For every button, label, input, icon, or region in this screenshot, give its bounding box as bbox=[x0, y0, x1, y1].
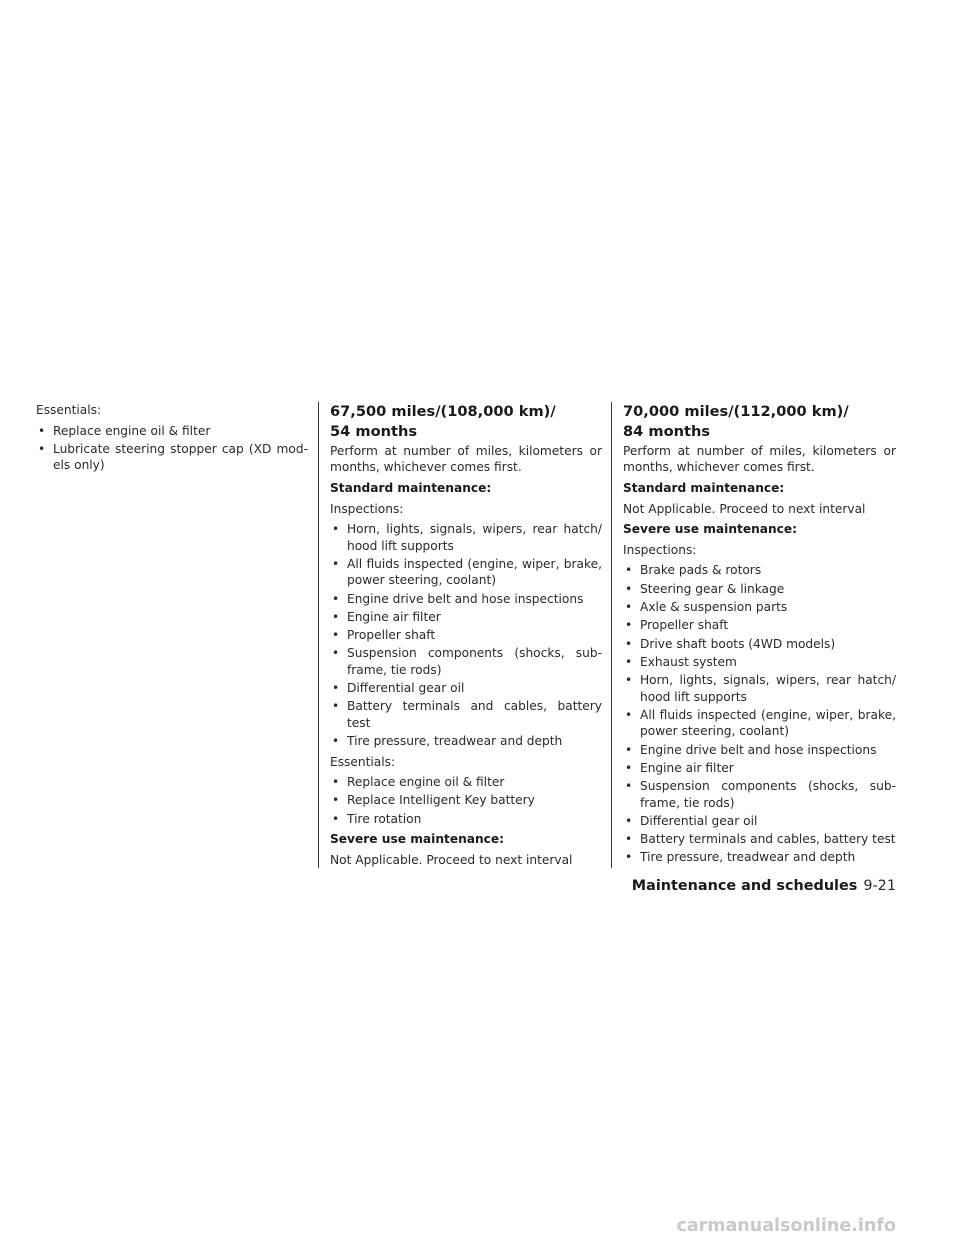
inspections-label: Inspections: bbox=[623, 542, 697, 557]
list-item: • Lubricate steering stopper cap (XD mod-els only) bbox=[38, 441, 308, 473]
bullet-icon: • bbox=[625, 813, 633, 828]
bullet-icon: • bbox=[332, 628, 340, 643]
bullet-icon: • bbox=[332, 609, 340, 624]
bullet-icon: • bbox=[625, 760, 633, 775]
standard-maintenance-text: Not Applicable. Proceed to next interval bbox=[623, 501, 866, 516]
bullet-icon: • bbox=[332, 522, 340, 537]
bullet-icon: • bbox=[38, 423, 46, 438]
bullet-icon: • bbox=[625, 563, 633, 578]
bullet-icon: • bbox=[625, 850, 633, 865]
bullet-icon: • bbox=[625, 673, 633, 688]
bullet-icon: • bbox=[625, 618, 633, 633]
bullet-icon: • bbox=[332, 775, 340, 790]
page-number: 9-21 bbox=[863, 878, 896, 894]
list-item: • Suspension components (shocks, sub-frame, tie rods) bbox=[625, 779, 896, 810]
bullet-icon: • bbox=[625, 779, 633, 794]
essentials-list bbox=[330, 774, 602, 827]
list-item: • Replace engine oil & filter bbox=[38, 423, 211, 438]
interval-heading: 70,000 miles/(112,000 km)/ 84 months bbox=[623, 403, 849, 440]
list-item: • Engine air filter bbox=[625, 760, 734, 775]
bullet-icon: • bbox=[332, 681, 340, 696]
list-item: • All fluids inspected (engine, wiper, brake, power steering, coolant) bbox=[332, 556, 602, 588]
bullet-icon: • bbox=[38, 441, 46, 456]
list-item: • Tire pressure, treadwear and depth bbox=[332, 734, 563, 749]
list-item: • Drive shaft boots (4WD models) bbox=[625, 636, 836, 651]
list-item: • Engine drive belt and hose inspections bbox=[332, 591, 584, 606]
bullet-icon: • bbox=[625, 599, 633, 614]
section-title: Maintenance and schedules bbox=[631, 878, 858, 894]
bullet-icon: • bbox=[625, 581, 633, 596]
inspections-list bbox=[623, 562, 896, 865]
essentials-list bbox=[36, 423, 308, 474]
bullet-icon: • bbox=[625, 742, 633, 757]
column-divider bbox=[611, 402, 612, 868]
list-item: • Tire rotation bbox=[332, 811, 422, 826]
severe-maintenance-label: Severe use maintenance: bbox=[330, 832, 505, 847]
interval-intro: Perform at number of miles, kilometers or months, whichever comes first. bbox=[623, 444, 896, 475]
bullet-icon: • bbox=[625, 707, 633, 722]
list-item: • Axle & suspension parts bbox=[625, 599, 788, 614]
bullet-icon: • bbox=[625, 654, 633, 669]
list-item: • Steering gear & linkage bbox=[625, 581, 785, 596]
watermark: carmanualsonline.info bbox=[676, 1216, 896, 1236]
list-item: • Replace engine oil & filter bbox=[332, 775, 505, 790]
bullet-icon: • bbox=[332, 646, 340, 661]
essentials-label: Essentials: bbox=[36, 403, 102, 417]
bullet-icon: • bbox=[332, 591, 340, 606]
bullet-icon: • bbox=[625, 832, 633, 847]
bullet-icon: • bbox=[625, 636, 633, 651]
list-item: • Differential gear oil bbox=[625, 813, 758, 828]
list-item: • Horn, lights, signals, wipers, rear hatch/ hood lift supports bbox=[625, 673, 896, 704]
interval-intro: Perform at number of miles, kilometers or months, whichever comes first. bbox=[330, 444, 602, 475]
severe-maintenance-text: Not Applicable. Proceed to next interval bbox=[330, 852, 573, 867]
list-item: • Battery terminals and cables, battery test bbox=[332, 699, 602, 730]
list-item: • Exhaust system bbox=[625, 654, 737, 669]
standard-maintenance-label: Standard maintenance: bbox=[623, 481, 785, 495]
page-footer bbox=[600, 877, 896, 895]
inspections-label: Inspections: bbox=[330, 501, 404, 516]
column-divider bbox=[318, 402, 319, 868]
column-left bbox=[36, 402, 308, 478]
list-item: • Suspension components (shocks, sub-frame, tie rods) bbox=[332, 646, 602, 677]
severe-maintenance-label: Severe use maintenance: bbox=[623, 522, 798, 537]
list-item: • Propeller shaft bbox=[332, 628, 436, 643]
list-item: • Horn, lights, signals, wipers, rear hatch/ hood lift supports bbox=[332, 522, 602, 553]
list-item: • Battery terminals and cables, battery test bbox=[625, 832, 896, 847]
list-item: • Replace Intelligent Key battery bbox=[332, 793, 535, 808]
bullet-icon: • bbox=[332, 793, 340, 808]
bullet-icon: • bbox=[332, 811, 340, 826]
list-item: • Engine air filter bbox=[332, 609, 441, 624]
list-item: • Propeller shaft bbox=[625, 618, 729, 633]
bullet-icon: • bbox=[332, 699, 340, 714]
interval-heading: 67,500 miles/(108,000 km)/ 54 months bbox=[330, 403, 556, 440]
standard-maintenance-label: Standard maintenance: bbox=[330, 481, 492, 495]
bullet-icon: • bbox=[332, 734, 340, 749]
list-item: • Tire pressure, treadwear and depth bbox=[625, 850, 856, 865]
list-item: • All fluids inspected (engine, wiper, brake, power steering, coolant) bbox=[625, 707, 896, 739]
list-item: • Differential gear oil bbox=[332, 681, 465, 696]
list-item: • Brake pads & rotors bbox=[625, 563, 762, 578]
inspections-list bbox=[330, 521, 602, 749]
bullet-icon: • bbox=[332, 556, 340, 571]
column-right bbox=[623, 402, 896, 870]
list-item: • Engine drive belt and hose inspections bbox=[625, 742, 877, 757]
essentials-label: Essentials: bbox=[330, 754, 396, 769]
column-middle bbox=[330, 402, 602, 872]
